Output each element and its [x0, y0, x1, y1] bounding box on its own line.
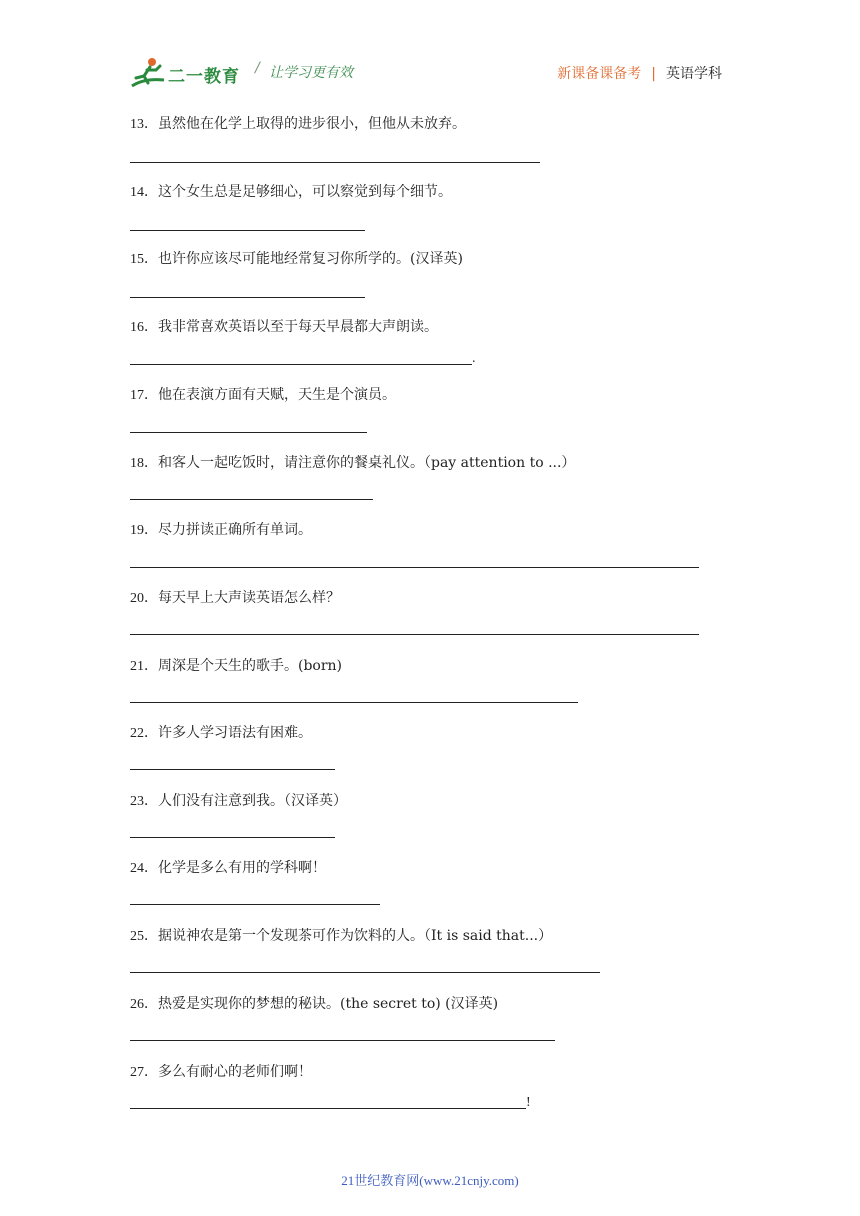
question-text: 据说神农是第一个发现茶可作为饮料的人。（It is said that...）	[158, 928, 553, 944]
question-text: 人们没有注意到我。（汉译英）	[158, 793, 347, 809]
question-number: 24．	[130, 861, 158, 876]
question-prompt	[130, 181, 452, 201]
question-prompt	[130, 452, 575, 472]
answer-blank-line[interactable]	[130, 364, 472, 365]
question-prompt	[130, 316, 438, 336]
answer-end-punctuation: .	[472, 351, 476, 366]
question-text: 这个女生总是足够细心，可以察觉到每个细节。	[158, 184, 452, 200]
question-number: 18．	[130, 456, 158, 471]
header-divider: |	[651, 66, 656, 82]
answer-blank-line[interactable]	[130, 972, 600, 973]
question-prompt	[130, 519, 312, 539]
question-number: 23．	[130, 794, 158, 809]
question-text: 和客人一起吃饭时，请注意你的餐桌礼仪。（pay attention to ...）	[158, 455, 576, 471]
footer-source: 21世纪教育网(www.21cnjy.com)	[341, 1173, 519, 1188]
question-number: 21．	[130, 659, 158, 674]
answer-blank-line[interactable]	[130, 567, 699, 568]
answer-blank-line[interactable]	[130, 297, 365, 298]
question-text: 他在表演方面有天赋，天生是个演员。	[158, 387, 396, 403]
question-prompt	[130, 857, 326, 877]
question-prompt	[130, 722, 312, 742]
answer-end-punctuation: !	[526, 1095, 531, 1110]
answer-blank-line[interactable]	[130, 702, 578, 703]
question-number: 27．	[130, 1065, 158, 1080]
question-number: 14．	[130, 185, 158, 200]
header-subject-label: 英语学科	[666, 66, 722, 82]
question-text: 我非常喜欢英语以至于每天早晨都大声朗读。	[158, 319, 438, 335]
page-header	[0, 0, 860, 100]
question-text: 也许你应该尽可能地经常复习你所学的。(汉译英)	[158, 251, 463, 267]
answer-blank-line[interactable]	[130, 162, 540, 163]
question-text: 热爱是实现你的梦想的秘诀。(the secret to) (汉译英)	[158, 996, 499, 1012]
question-number: 13．	[130, 117, 158, 132]
question-text: 化学是多么有用的学科啊！	[158, 860, 326, 876]
question-number: 17．	[130, 388, 158, 403]
question-prompt	[130, 655, 342, 675]
logo-text: 二一教育	[168, 67, 240, 87]
question-prompt	[130, 790, 347, 810]
answer-blank-line[interactable]	[130, 1040, 555, 1041]
question-prompt	[130, 993, 498, 1013]
runner-logo-icon	[130, 56, 166, 90]
header-right	[557, 63, 722, 83]
question-number: 22．	[130, 726, 158, 741]
site-logo	[130, 56, 250, 90]
question-number: 26．	[130, 997, 158, 1012]
header-course-label: 新课备课备考	[557, 66, 642, 82]
question-prompt	[130, 1061, 312, 1081]
slogan-separator: /	[255, 60, 260, 76]
answer-blank-line[interactable]	[130, 837, 335, 838]
question-prompt	[130, 384, 396, 404]
answer-blank-line[interactable]	[130, 432, 367, 433]
question-text: 多么有耐心的老师们啊！	[158, 1064, 312, 1080]
answer-blank-line[interactable]	[130, 499, 373, 500]
answer-blank-line[interactable]	[130, 634, 699, 635]
answer-blank-line[interactable]	[130, 230, 365, 231]
question-prompt	[130, 587, 340, 607]
answer-blank-line[interactable]	[130, 769, 335, 770]
question-number: 25．	[130, 929, 158, 944]
question-text: 许多人学习语法有困难。	[158, 725, 312, 741]
answer-blank-line[interactable]	[130, 1108, 526, 1109]
question-prompt	[130, 113, 466, 133]
answer-blank-line[interactable]	[130, 904, 380, 905]
question-number: 20．	[130, 591, 158, 606]
question-number: 16．	[130, 320, 158, 335]
question-prompt	[130, 248, 463, 268]
question-text: 尽力拼读正确所有单词。	[158, 522, 312, 538]
slogan: 让学习更有效	[269, 65, 353, 81]
question-prompt	[130, 925, 552, 945]
question-number: 19．	[130, 523, 158, 538]
question-text: 虽然他在化学上取得的进步很小，但他从未放弃。	[158, 116, 466, 132]
question-text: 每天早上大声读英语怎么样？	[158, 590, 340, 606]
question-text: 周深是个天生的歌手。(born)	[158, 658, 343, 674]
question-number: 15．	[130, 252, 158, 267]
